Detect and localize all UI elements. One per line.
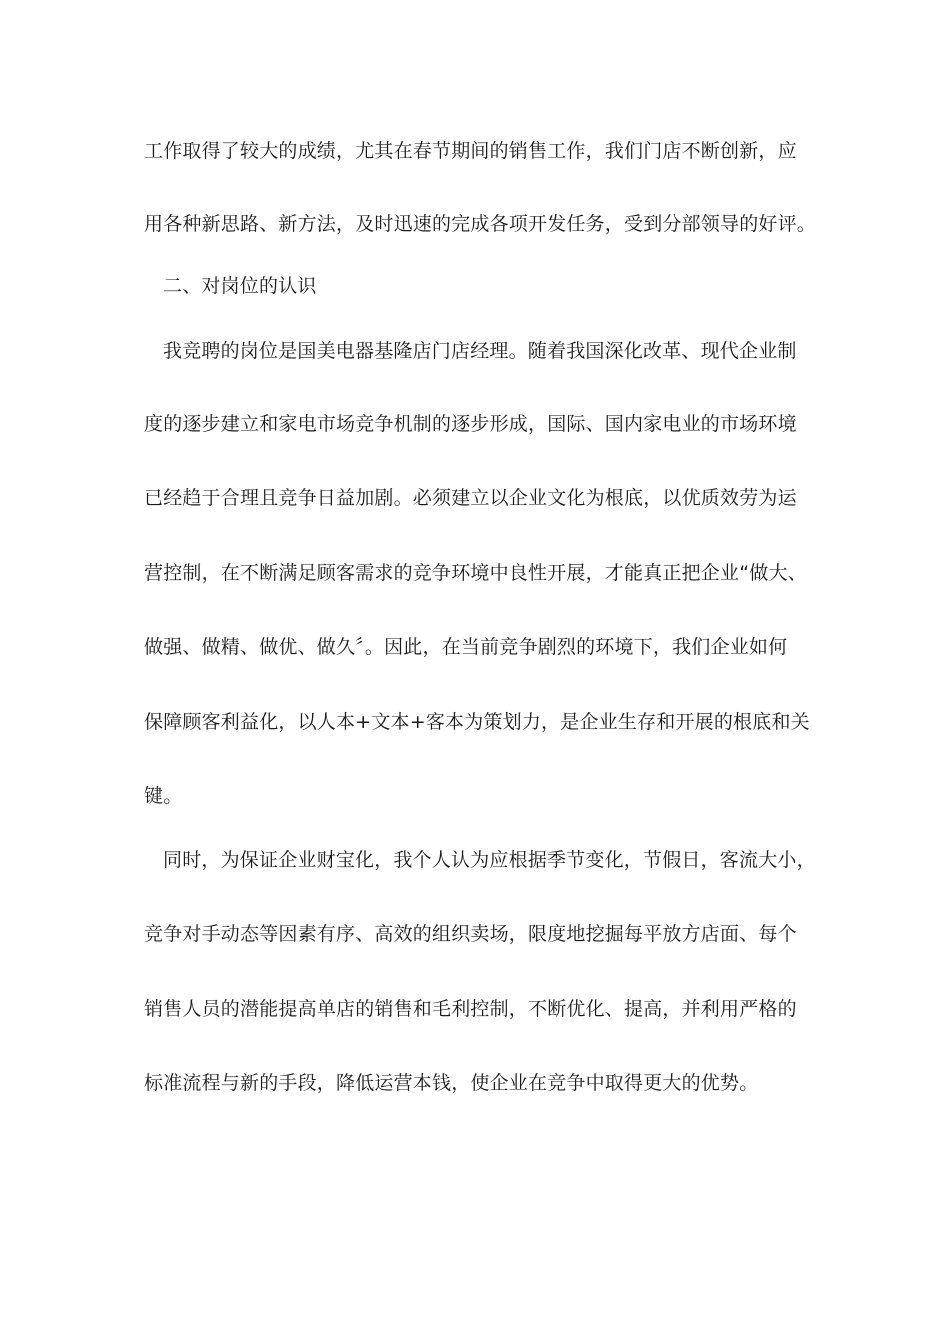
body-text-line: 用各种新思路、新方法，及时迅速的完成各项开发任务，受到分部领导的好评。 [144,213,817,235]
body-text-line: 我竞聘的岗位是国美电器基隆店门店经理。随着我国深化改革、现代企业制 [163,340,797,362]
body-text-line: 标准流程与新的手段，降低运营本钱，使企业在竞争中取得更大的优势。 [144,1072,759,1094]
body-text-line: 同时，为保证企业财宝化，我个人认为应根据季节变化，节假日，客流大小， [163,849,816,871]
body-text-line: 已经趋于合理且竞争日益加剧。必须建立以企业文化为根底，以优质效劳为运 [144,487,797,509]
body-text-line: 销售人员的潜能提高单店的销售和毛利控制，不断优化、提高，并利用严格的 [144,998,797,1020]
body-text-line: 营控制，在不断满足顾客需求的竞争环境中良性开展，才能真正把企业“做大、 [144,562,807,584]
body-text-line: 保障顾客利益化，以人本+文本+客本为策划力，是企业生存和开展的根底和关 [144,711,810,733]
body-text-line: 度的逐步建立和家电市场竞争机制的逐步形成，国际、国内家电业的市场环境 [144,413,797,435]
body-text-line: 键。 [144,785,183,807]
section-heading: 二、对岗位的认识 [163,275,317,297]
body-text-line: 做强、做精、做优、做久〞。因此，在当前竞争剧烈的环境下，我们企业如何 [144,636,788,658]
body-text-line: 竞争对手动态等因素有序、高效的组织卖场，限度地挖掘每平放方店面、每个 [144,923,797,945]
body-text-line: 工作取得了较大的成绩，尤其在春节期间的销售工作，我们门店不断创新，应 [144,140,797,162]
